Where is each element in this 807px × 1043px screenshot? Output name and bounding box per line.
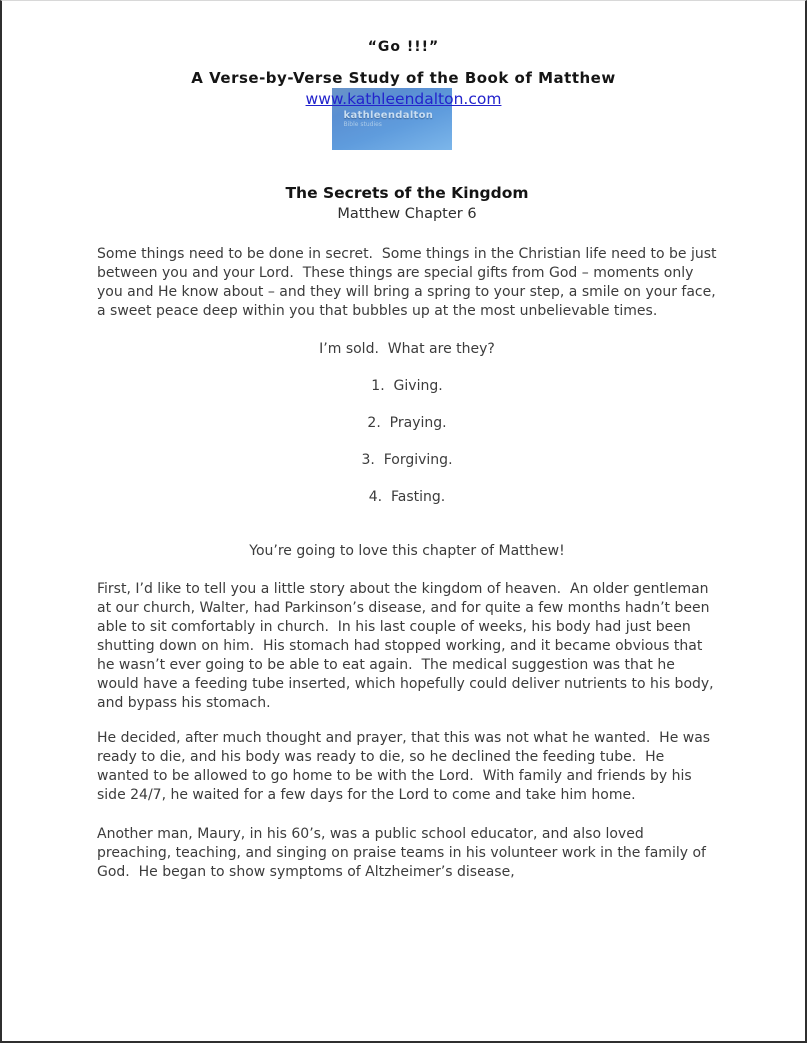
love-line: You’re going to love this chapter of Matthew! <box>249 543 565 559</box>
website-link-line <box>2 90 805 108</box>
document-header <box>2 1 805 150</box>
paragraph-decision: He decided, after much thought and prayer, that this was not what he wanted. He was ready to die, and his body was ready to die, so he declined the feeding tube. He wanted to be allowed to go home to be with the Lord. With family and friends by his side 24/7, he waited for a few days for the Lord to come and take him home. <box>97 730 715 803</box>
paragraph-maury: Another man, Maury, in his 60’s, was a public school educator, and also loved preaching, teaching, and singing on praise teams in his volunteer work in the family of God. He began to show symptoms of Altzheimer’s disease, <box>97 826 711 880</box>
website-link[interactable]: www.kathleendalton.com <box>305 90 502 108</box>
list-item-praying: 2. Praying. <box>367 415 447 431</box>
banner-tagline-text: Bible studies <box>343 121 382 128</box>
go-title: “Go !!!” <box>367 39 440 55</box>
document-body <box>97 184 721 882</box>
study-subtitle: A Verse-by-Verse Study of the Book of Matthew <box>191 69 616 87</box>
list-item-fasting: 4. Fasting. <box>368 489 446 505</box>
chapter-subtitle: Matthew Chapter 6 <box>337 206 477 222</box>
list-item-forgiving: 3. Forgiving. <box>361 452 453 468</box>
question-line: I’m sold. What are they? <box>319 341 495 357</box>
paragraph-walter: First, I’d like to tell you a little story about the kingdom of heaven. An older gentleman at our church, Walter, had Parkinson’s disease, and for quite a few months hadn’t been able to sit comfortably in church. In his last couple of weeks, his body had just been shutting down on him. His stomach had stopped working, and it became obvious that he wasn’t ever going to be able to eat again. The medical suggestion was that he would have a feeding tube inserted, which hopefully could deliver nutrients to his body, and bypass his stomach. <box>97 581 719 711</box>
banner-logo-text: kathleendalton <box>343 110 434 121</box>
page-title: The Secrets of the Kingdom <box>285 184 529 202</box>
paragraph-intro: Some things need to be done in secret. Some things in the Christian life need to be just between you and your Lord. These things are special gifts from God – moments only you and He know about – and they will bring a spring to your step, a smile on your face, a sweet peace deep within you that bubbles up at the most unbelievable times. <box>97 246 721 319</box>
list-item-giving: 1. Giving. <box>371 378 443 394</box>
